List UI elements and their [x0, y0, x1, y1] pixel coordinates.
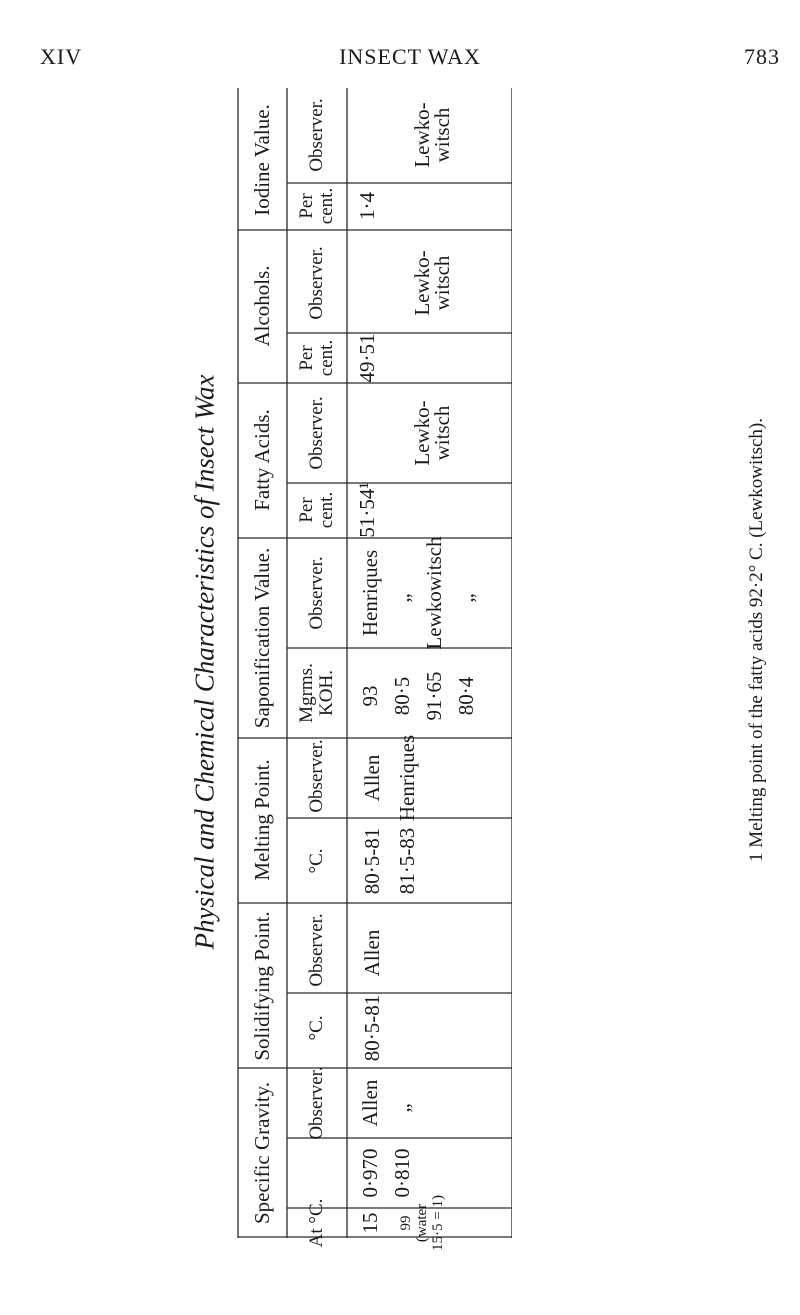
characteristics-table: Iodine Value. Observer. Lewko- witsch Per cent. 1·4 Alcohols. Observer. Lewko- witsch Per cent. 49·51 Fatty Acids. Observer. Lewko- witsch Per cent. 51·54¹ Saponification Value. Observer. Mgrms. KOH. Henriques „ Lewkowitsch „ 93 80·5 91·65 80·4 Melting Point. Observer. °C. Allen Henriques 80·5-81 81·5-83 Solidifying Point. Observer. °C. Allen 80·5-81 Specific Gravity. Observer. At °C. Allen „ 0·970 0·810 15 99 (water 15·5 = 1) [237, 88, 512, 1238]
chapter-number: XIV [40, 44, 83, 69]
page-number: 783 [744, 44, 780, 69]
running-title: INSECT WAX [339, 44, 481, 69]
page-header [40, 44, 780, 74]
table-rules [237, 88, 512, 1238]
